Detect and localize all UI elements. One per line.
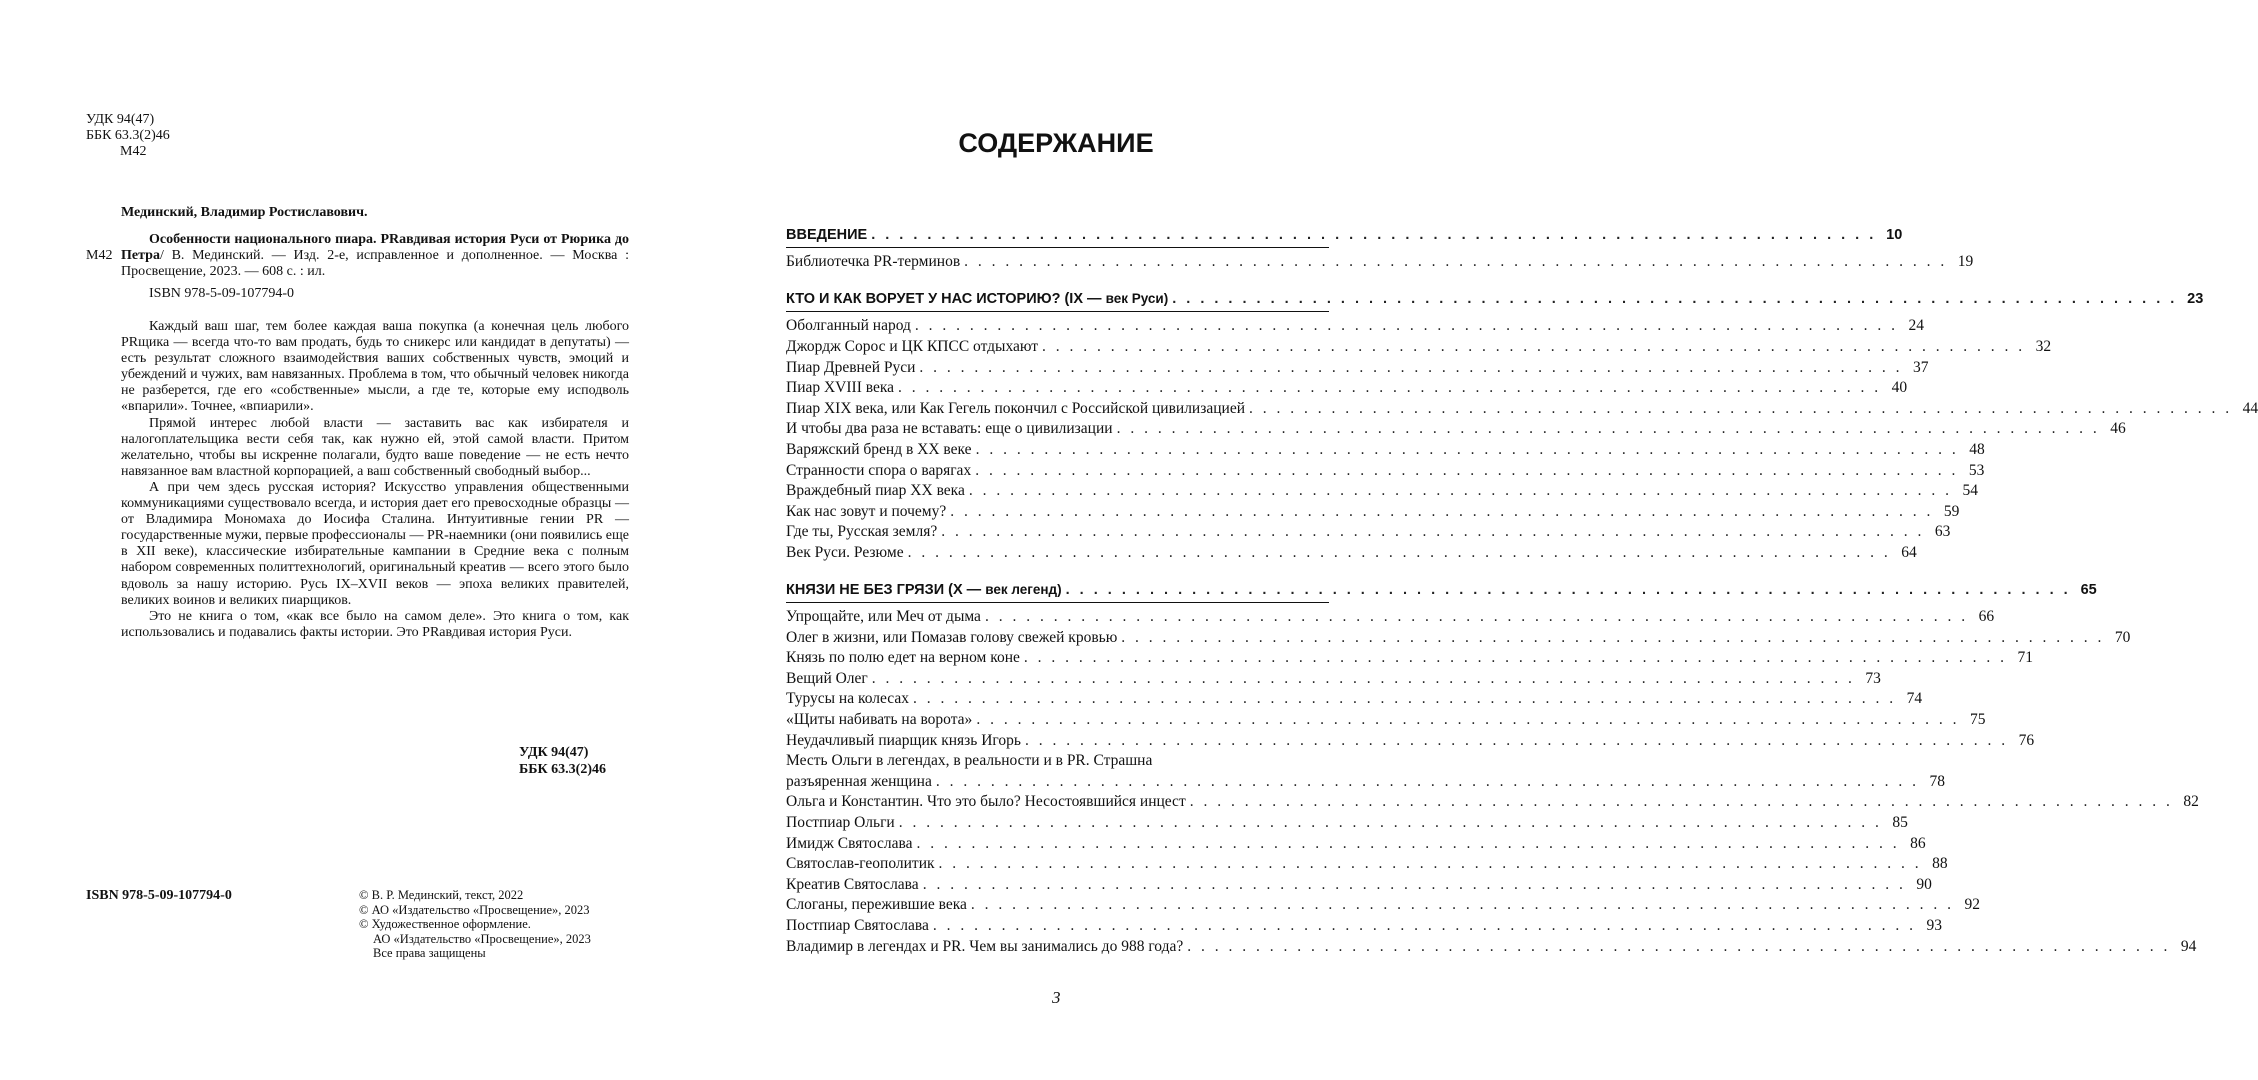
toc-entry-title: Имидж Святослава <box>786 834 917 854</box>
toc-heading-title <box>786 580 1066 600</box>
toc-entry[interactable] <box>786 378 1908 399</box>
toc-page-number: 65 <box>2080 581 2097 598</box>
toc-entry[interactable] <box>786 522 1951 543</box>
leader-dots: . . . . . . . . . . . . . . . . . . . . . . . . . . . . . . . . . . . . . . . . . . . . . . . . . . . . . . . . . . . . . . . . . . . . . . . . <box>898 379 1882 397</box>
toc-page-number: 94 <box>2180 937 2197 955</box>
leader-dots: . . . . . . . . . . . . . . . . . . . . . . . . . . . . . . . . . . . . . . . . . . . . . . . . . . . . . . . . . . . . . . . . . . . . . . . . <box>907 543 1891 561</box>
toc-entry-title: Владимир в легендах и PR. Чем вы занимались до 988 года? <box>786 937 1187 957</box>
leader-dots: . . . . . . . . . . . . . . . . . . . . . . . . . . . . . . . . . . . . . . . . . . . . . . . . . . . . . . . . . . . . . . . . . . . . . . . . <box>922 875 1906 893</box>
toc-page-number: 70 <box>2114 628 2131 646</box>
toc-page-number: 24 <box>1908 317 1925 335</box>
toc-entry-title: Вещий Олег <box>786 669 872 689</box>
toc-section-heading[interactable] <box>786 288 2204 309</box>
toc-entry[interactable] <box>786 627 2131 648</box>
toc-entry[interactable] <box>786 874 1932 895</box>
toc-page-number: 90 <box>1916 875 1932 893</box>
leader-dots: . . . . . . . . . . . . . . . . . . . . . . . . . . . . . . . . . . . . . . . . . . . . . . . . . . . . . . . . . . . . . . . . . . . . . . . . <box>1042 337 2026 355</box>
toc-entry-title: Князь по полю едет на верном коне <box>786 648 1024 668</box>
udc-code: УДК 94(47) <box>519 745 589 760</box>
toc-entry[interactable] <box>786 252 1974 273</box>
toc-page-number: 92 <box>1964 896 1981 914</box>
toc-entry-title: Ольга и Константин. Что это было? Несостоявшийся инцест <box>786 792 1190 812</box>
leader-dots: . . . . . . . . . . . . . . . . . . . . . . . . . . . . . . . . . . . . . . . . . . . . . . . . . . . . . . . . . . . . . . . . . . . . . . . . <box>975 440 1959 458</box>
toc-entry[interactable] <box>786 336 2052 357</box>
toc-entry[interactable] <box>786 833 1926 854</box>
book-title: Особенности национального пиара. PRавдивая история Руси от Рюрика до Петра <box>121 232 629 263</box>
toc-entry-title: Слоганы, пережившие века <box>786 895 971 915</box>
leader-dots: . . . . . . . . . . . . . . . . . . . . . . . . . . . . . . . . . . . . . . . . . . . . . . . . . . . . . . . . . . . . . . . . . . . . . . . . <box>1024 731 2009 749</box>
toc-page-number: 73 <box>1865 669 1881 687</box>
toc-entry-title: Пиар XIX века, или Как Гегель покончил с Российской цивилизацией <box>786 399 1249 419</box>
leader-dots: . . . . . . . . . . . . . . . . . . . . . . . . . . . . . . . . . . . . . . . . . . . . . . . . . . . . . . . . . . . . . . . . . . . . . . . . <box>1187 937 2171 955</box>
leader-dots: . . . . . . . . . . . . . . . . . . . . . . . . . . . . . . . . . . . . . . . . . . . . . . . . . . . . . . . . . . . . . . . . . . . . . . . . <box>919 358 1903 376</box>
toc-title: СОДЕРЖАНИЕ <box>958 128 1154 158</box>
leader-dots: . . . . . . . . . . . . . . . . . . . . . . . . . . . . . . . . . . . . . . . . . . . . . . . . . . . . . . . . . . . . . . . . . . . . . . . . <box>976 711 1960 729</box>
toc-entry-title: Пиар Древней Руси <box>786 358 919 378</box>
bbk-code: ББК 63.3(2)46 <box>519 762 606 777</box>
toc-page-number: 66 <box>1978 608 1995 626</box>
toc-entry[interactable] <box>786 316 1925 337</box>
toc-entry-title: Месть Ольги в легендах, в реальности и в PR. Страшна <box>786 751 1156 771</box>
toc-entry[interactable] <box>786 689 1923 710</box>
table-of-contents <box>786 224 2258 957</box>
toc-page-number: 74 <box>1906 690 1923 708</box>
toc-page-number: 54 <box>1962 482 1978 500</box>
leader-dots: . . . . . . . . . . . . . . . . . . . . . . . . . . . . . . . . . . . . . . . . . . . . . . . . . . . . . . . . . . . . . . . . . . . . . . . . <box>1189 793 2173 811</box>
annotation-paragraph: Это не книга о том, «как все было на самом деле». Это книга о том, как использовались и подавались факты истории. Это PRавдивая история Руси. <box>121 608 629 640</box>
toc-entry-title: Странности спора о варягах <box>786 461 975 481</box>
toc-entry[interactable] <box>786 419 2126 440</box>
toc-entry-title: Святослав-геополитик <box>786 854 939 874</box>
toc-entry-title: Постпиар Святослава <box>786 916 933 936</box>
leader-dots: . . . . . . . . . . . . . . . . . . . . . . . . . . . . . . . . . . . . . . . . . . . . . . . . . . . . . . . . . . . . . . . . . . . . . . . . <box>1249 399 2233 417</box>
isbn-record: ISBN 978-5-09-107794-0 <box>149 286 295 301</box>
toc-page-number: 32 <box>2035 337 2052 355</box>
leader-dots: . . . . . . . . . . . . . . . . . . . . . . . . . . . . . . . . . . . . . . . . . . . . . . . . . . . . . . . . . . . . . . . . . . . . . . . . <box>968 482 1952 500</box>
annotation <box>121 319 629 641</box>
copyright-block <box>359 888 591 961</box>
leader-dots: . . . . . . . . . . . . . . . . . . . . . . . . . . . . . . . . . . . . . . . . . . . . . . . . . . . . . . . . . . . . . . . . . . . . . . . . <box>932 917 1916 934</box>
toc-entry[interactable] <box>786 357 1929 378</box>
leader-dots: . . . . . . . . . . . . . . . . . . . . . . . . . . . . . . . . . . . . . . . . . . . . . . . . . . . . . . . . . . . . . . . . . . . . . . . . <box>964 253 1948 271</box>
toc-entry-title: Постпиар Ольги <box>786 813 899 833</box>
annotation-paragraph: Прямой интерес любой власти — заставить вас как избирателя и налогоплательщика вести себя так, как нужно ей, этой самой власти. Притом желательно, чтобы вы искренне полагали, будто ваше поведение — не есть нечто навязанное вам властной корпорацией, а ваш собственный свободный выбор... <box>121 415 629 479</box>
toc-page-number: 93 <box>1926 917 1942 934</box>
toc-entry-title: разъяренная женщина <box>786 772 936 792</box>
udc-code: УДК 94(47) <box>86 112 155 127</box>
leader-dots: . . . . . . . . . . . . . . . . . . . . . . . . . . . . . . . . . . . . . . . . . . . . . . . . . . . . . . . . . . . . . . . . . . . . . . . . <box>950 502 1934 520</box>
toc-entry-title: Турусы на колесах <box>786 689 913 709</box>
toc-page-number: 71 <box>2017 649 2034 667</box>
toc-entry[interactable] <box>786 668 1881 689</box>
annotation-paragraph: А при чем здесь русская история? Искусство управления общественными коммуникациями существовало всегда, и история дает его превосходные образцы — от Владимира Мономаха до Иосифа Сталина. Интуитивные гении PR — государственные мужи, первые профессионалы — PR-наемники (они появились еще в XII веке), классические избирательные кампании в Средние века с полным набором современных политтехнологий, оригинальный креатив — всего этого было вдоволь за нашу историю. Русь IX–XVII веков — эпоха великих правителей, великих воинов и великих пиарщиков. <box>121 479 629 608</box>
toc-entry-line[interactable] <box>786 751 1329 772</box>
toc-heading-text: КНЯЗИ НЕ БЕЗ ГРЯЗИ (X — <box>786 581 986 598</box>
heading-rule <box>786 247 1329 248</box>
toc-heading-title <box>786 225 871 245</box>
toc-entry-title: Креатив Святослава <box>786 875 923 895</box>
leader-dots: . . . . . . . . . . . . . . . . . . . . . . . . . . . . . . . . . . . . . . . . . . . . . . . . . . . . . . . . . . . . . . . . . . . . . . . . <box>935 772 1919 790</box>
leader-dots: . . . . . . . . . . . . . . . . . . . . . . . . . . . . . . . . . . . . . . . . . . . . . . . . . . . . . . . . . . . . . . . . . . . . . . . . <box>970 896 1955 914</box>
toc-page-number: 10 <box>1886 226 1903 243</box>
toc-entry[interactable] <box>786 481 1978 502</box>
toc-entry-title: Олег в жизни, или Помазав голову свежей кровью <box>786 628 1121 648</box>
toc-entry-title: Варяжский бренд в XX веке <box>786 440 976 460</box>
bibliographic-record <box>121 232 629 280</box>
leader-dots: . . . . . . . . . . . . . . . . . . . . . . . . . . . . . . . . . . . . . . . . . . . . . . . . . . . . . . . . . . . . . . . . . . . . . . . . <box>1065 581 2071 598</box>
toc-entry-title: Оболганный народ <box>786 316 915 336</box>
toc-page-number: 48 <box>1969 440 1985 458</box>
toc-entry-title: «Щиты набивать на ворота» <box>786 710 976 730</box>
toc-page-number: 78 <box>1929 772 1945 790</box>
toc-entry[interactable] <box>786 607 1995 628</box>
toc-entry[interactable] <box>786 792 2199 813</box>
toc-page-number: 23 <box>2187 290 2204 307</box>
toc-entry[interactable] <box>786 771 1945 792</box>
toc-page-number: 86 <box>1910 834 1926 852</box>
toc-entry[interactable] <box>786 895 1981 916</box>
toc-section-heading[interactable] <box>786 224 1903 245</box>
toc-page-number: 44 <box>2242 399 2258 417</box>
annotation-paragraph: Каждый ваш шаг, тем более каждая ваша покупка (а конечная цель любого PRщика — всегда что-то вам продать, будь то сникерс или кандидат в депутаты) — есть результат сложного взаимодействия ваших собственных чувств, эмоций и убеждений и чужих, вам навязанных. Проблема в том, что обычный человек никогда не разберется, где его «собственные» мысли, а где те, которые ему исподволь «впарили». Точнее, «впиарили». <box>121 319 629 415</box>
toc-page-number: 85 <box>1892 814 1908 832</box>
toc-page-number: 76 <box>2018 731 2035 749</box>
toc-entry-title: Джордж Сорос и ЦК КПСС отдыхают <box>786 337 1042 357</box>
toc-page-number: 88 <box>1932 855 1948 873</box>
toc-page-number: 53 <box>1968 461 1985 479</box>
toc-page-number: 64 <box>1901 543 1917 561</box>
toc-entry-title: И чтобы два раза не вставать: еще о цивилизации <box>786 419 1117 439</box>
toc-entry[interactable] <box>786 812 1908 833</box>
toc-page-number: 75 <box>1969 711 1986 729</box>
toc-entry[interactable] <box>786 854 1948 875</box>
leader-dots: . . . . . . . . . . . . . . . . . . . . . . . . . . . . . . . . . . . . . . . . . . . . . . . . . . . . . . . . . . . . . . . . . . . . . . . . <box>912 690 1897 708</box>
toc-entry[interactable] <box>786 936 2197 957</box>
leader-dots: . . . . . . . . . . . . . . . . . . . . . . . . . . . . . . . . . . . . . . . . . . . . . . . . . . . . . . . . . . . . . . . . . . . . . . . . <box>941 523 1925 541</box>
toc-page-number: 63 <box>1934 523 1951 541</box>
toc-entry-title: Неудачливый пиарщик князь Игорь <box>786 731 1025 751</box>
leader-dots: . . . . . . . . . . . . . . . . . . . . . . . . . . . . . . . . . . . . . . . . . . . . . . . . . . . . . . . . . . . . . . . . . . . . . . . . <box>1121 628 2105 646</box>
page-number: 3 <box>1052 988 1061 1007</box>
toc-entry-title: Упрощайте, или Меч от дыма <box>786 607 985 627</box>
toc-entry[interactable] <box>786 730 2035 751</box>
toc-heading-text: ВВЕДЕНИЕ <box>786 226 868 243</box>
toc-entry[interactable] <box>786 501 1960 522</box>
toc-heading-text: КТО И КАК ВОРУЕТ У НАС ИСТОРИЮ? (IX — <box>786 290 1106 307</box>
toc-entry-title: Где ты, Русская земля? <box>786 522 941 542</box>
author-mark: М42 <box>120 144 147 159</box>
toc-entry[interactable] <box>786 648 2034 669</box>
heading-rule <box>786 311 1329 312</box>
toc-heading-subtitle: век Руси) <box>1105 290 1169 306</box>
leader-dots: . . . . . . . . . . . . . . . . . . . . . . . . . . . . . . . . . . . . . . . . . . . . . . . . . . . . . . . . . . . . . . . . . . . . . . . . <box>938 855 1922 873</box>
leader-dots: . . . . . . . . . . . . . . . . . . . . . . . . . . . . . . . . . . . . . . . . . . . . . . . . . . . . . . . . . . . . . . . . . . . . . . . . <box>916 834 1900 852</box>
leader-dots: . . . . . . . . . . . . . . . . . . . . . . . . . . . . . . . . . . . . . . . . . . . . . . . . . . . . . . . . . . . . . . . . . . . . . . . . <box>871 226 1877 243</box>
toc-entry-title: Пиар XVIII века <box>786 378 898 398</box>
copyright-line: © В. Р. Мединский, текст, 2022 <box>359 888 524 902</box>
copyright-line: © АО «Издательство «Просвещение», 2023 <box>359 902 590 917</box>
toc-heading-title <box>786 289 1172 309</box>
toc-entry-title: Враждебный пиар XX века <box>786 481 969 501</box>
toc-section-heading[interactable] <box>786 579 2097 600</box>
toc-page-number: 40 <box>1891 379 1908 397</box>
toc-entry[interactable] <box>786 460 1985 481</box>
toc-page-number: 37 <box>1913 358 1929 376</box>
leader-dots: . . . . . . . . . . . . . . . . . . . . . . . . . . . . . . . . . . . . . . . . . . . . . . . . . . . . . . . . . . . . . . . . . . . . . . . . <box>914 317 1899 335</box>
copyright-line: АО «Издательство «Просвещение», 2023 <box>373 931 591 946</box>
section-gap <box>786 563 1329 579</box>
leader-dots: . . . . . . . . . . . . . . . . . . . . . . . . . . . . . . . . . . . . . . . . . . . . . . . . . . . . . . . . . . . . . . . . . . . . . . . . <box>1023 649 2008 667</box>
classification-codes-top <box>86 112 170 160</box>
author-mark-side: М42 <box>86 248 113 263</box>
heading-rule <box>786 602 1329 603</box>
toc-entry[interactable] <box>786 542 1917 563</box>
toc-entry-title: Как нас зовут и почему? <box>786 502 950 522</box>
section-gap <box>786 272 1329 288</box>
author-name: Мединский, Владимир Ростиславович. <box>121 205 368 220</box>
leader-dots: . . . . . . . . . . . . . . . . . . . . . . . . . . . . . . . . . . . . . . . . . . . . . . . . . . . . . . . . . . . . . . . . . . . . . . . . <box>984 608 1969 626</box>
toc-page-number: 59 <box>1943 502 1960 520</box>
leader-dots: . . . . . . . . . . . . . . . . . . . . . . . . . . . . . . . . . . . . . . . . . . . . . . . . . . . . . . . . . . . . . . . . . . . . . . . . <box>871 669 1855 687</box>
copyright-line: Все права защищены <box>373 946 486 961</box>
toc-entry[interactable] <box>786 439 1985 460</box>
toc-page-number: 46 <box>2110 420 2126 438</box>
toc-entry[interactable] <box>786 709 1986 730</box>
leader-dots: . . . . . . . . . . . . . . . . . . . . . . . . . . . . . . . . . . . . . . . . . . . . . . . . . . . . . . . . . . . . . . . . . . . . . . . . <box>975 461 1959 479</box>
toc-entry[interactable] <box>786 398 2258 419</box>
toc-heading-subtitle: век легенд) <box>985 581 1062 597</box>
toc-page-number: 19 <box>1957 253 1974 271</box>
toc-entry[interactable] <box>786 915 1942 936</box>
toc-entry-title: Библиотечка PR-терминов <box>786 252 964 272</box>
bbk-code: ББК 63.3(2)46 <box>86 128 170 143</box>
classification-codes-bottom <box>519 744 606 778</box>
book-imprint: / В. Мединский. — Изд. 2-е, исправленное и дополненное. — Москва : Просвещение, 2023. — 608 с. : ил. <box>121 248 629 279</box>
copyright-line: © Художественное оформление. <box>359 917 531 932</box>
isbn-bold: ISBN 978-5-09-107794-0 <box>86 888 232 903</box>
leader-dots: . . . . . . . . . . . . . . . . . . . . . . . . . . . . . . . . . . . . . . . . . . . . . . . . . . . . . . . . . . . . . . . . . . . . . . . . <box>1172 290 2178 307</box>
toc-page-number: 82 <box>2183 793 2199 811</box>
toc-entry-title: Век Руси. Резюме <box>786 543 908 563</box>
leader-dots: . . . . . . . . . . . . . . . . . . . . . . . . . . . . . . . . . . . . . . . . . . . . . . . . . . . . . . . . . . . . . . . . . . . . . . . . <box>898 814 1882 832</box>
leader-dots: . . . . . . . . . . . . . . . . . . . . . . . . . . . . . . . . . . . . . . . . . . . . . . . . . . . . . . . . . . . . . . . . . . . . . . . . <box>1116 420 2100 438</box>
